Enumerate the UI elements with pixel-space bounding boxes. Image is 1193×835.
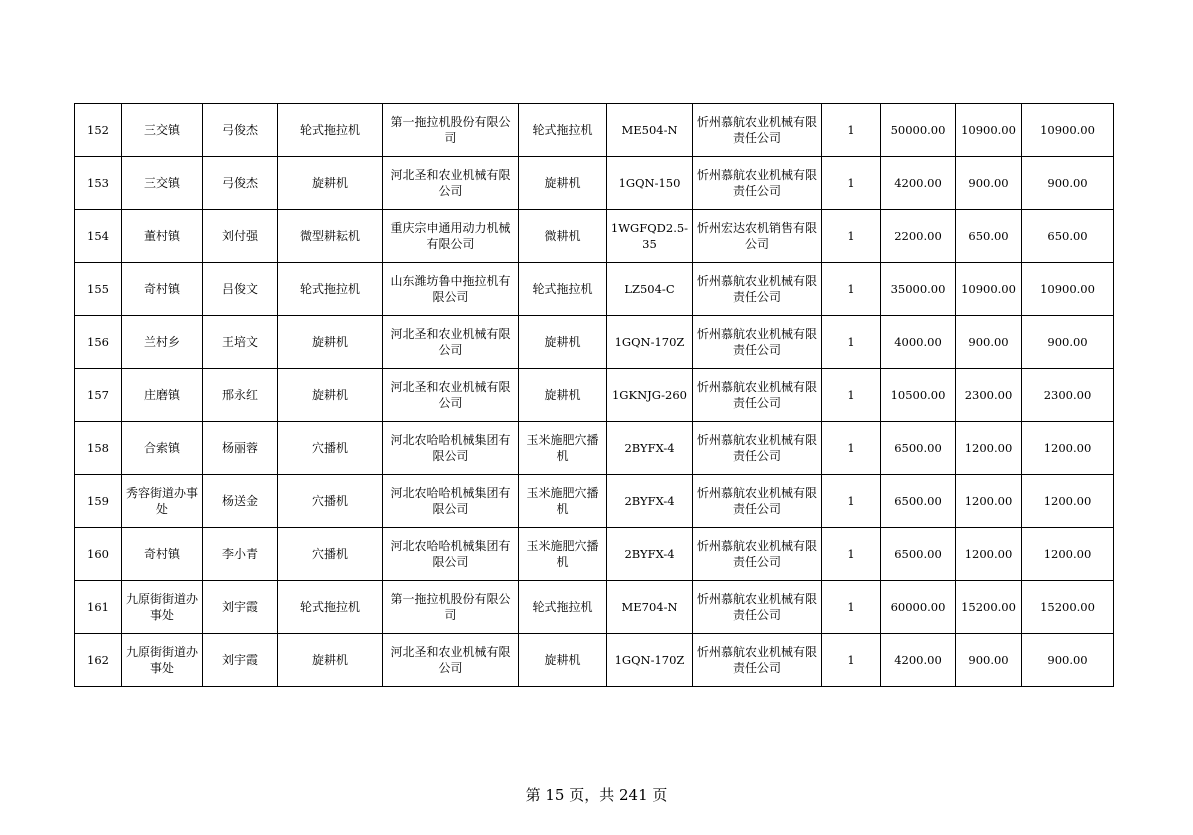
dealer-cell: 忻州慕航农业机械有限责任公司 <box>693 369 822 422</box>
row-number: 157 <box>75 369 122 422</box>
dealer-cell: 忻州慕航农业机械有限责任公司 <box>693 528 822 581</box>
quantity-cell: 1 <box>822 157 881 210</box>
product-cell: 旋耕机 <box>519 369 607 422</box>
quantity-cell: 1 <box>822 422 881 475</box>
price-cell: 50000.00 <box>881 104 956 157</box>
town-cell: 秀容街道办事处 <box>122 475 203 528</box>
owner-cell: 弓俊杰 <box>203 104 278 157</box>
category-cell: 微型耕耘机 <box>278 210 383 263</box>
price-cell: 4200.00 <box>881 157 956 210</box>
quantity-cell: 1 <box>822 104 881 157</box>
model-cell: 1WGFQD2.5-35 <box>607 210 693 263</box>
dealer-cell: 忻州慕航农业机械有限责任公司 <box>693 475 822 528</box>
row-number: 158 <box>75 422 122 475</box>
category-cell: 轮式拖拉机 <box>278 263 383 316</box>
quantity-cell: 1 <box>822 369 881 422</box>
manufacturer-cell: 重庆宗申通用动力机械有限公司 <box>383 210 519 263</box>
owner-cell: 王培文 <box>203 316 278 369</box>
owner-cell: 杨送金 <box>203 475 278 528</box>
row-number: 154 <box>75 210 122 263</box>
subsidy-cell: 900.00 <box>956 157 1022 210</box>
category-cell: 旋耕机 <box>278 316 383 369</box>
dealer-cell: 忻州慕航农业机械有限责任公司 <box>693 634 822 687</box>
row-number: 156 <box>75 316 122 369</box>
dealer-cell: 忻州慕航农业机械有限责任公司 <box>693 581 822 634</box>
town-cell: 董村镇 <box>122 210 203 263</box>
subsidy-table <box>74 103 1114 687</box>
subsidy-cell: 1200.00 <box>956 422 1022 475</box>
price-cell: 6500.00 <box>881 422 956 475</box>
model-cell: 2BYFX-4 <box>607 422 693 475</box>
model-cell: ME704-N <box>607 581 693 634</box>
row-number: 152 <box>75 104 122 157</box>
row-number: 155 <box>75 263 122 316</box>
quantity-cell: 1 <box>822 263 881 316</box>
model-cell: ME504-N <box>607 104 693 157</box>
subsidy-cell: 1200.00 <box>956 475 1022 528</box>
town-cell: 九原街街道办事处 <box>122 634 203 687</box>
total-subsidy-cell: 2300.00 <box>1022 369 1114 422</box>
category-cell: 轮式拖拉机 <box>278 581 383 634</box>
subsidy-cell: 900.00 <box>956 634 1022 687</box>
price-cell: 6500.00 <box>881 475 956 528</box>
table-row <box>75 475 1114 528</box>
manufacturer-cell: 河北农哈哈机械集团有限公司 <box>383 528 519 581</box>
manufacturer-cell: 第一拖拉机股份有限公司 <box>383 581 519 634</box>
manufacturer-cell: 河北农哈哈机械集团有限公司 <box>383 475 519 528</box>
subsidy-cell: 2300.00 <box>956 369 1022 422</box>
dealer-cell: 忻州慕航农业机械有限责任公司 <box>693 263 822 316</box>
model-cell: LZ504-C <box>607 263 693 316</box>
category-cell: 轮式拖拉机 <box>278 104 383 157</box>
price-cell: 10500.00 <box>881 369 956 422</box>
price-cell: 4200.00 <box>881 634 956 687</box>
quantity-cell: 1 <box>822 634 881 687</box>
total-subsidy-cell: 10900.00 <box>1022 104 1114 157</box>
dealer-cell: 忻州慕航农业机械有限责任公司 <box>693 316 822 369</box>
town-cell: 九原街街道办事处 <box>122 581 203 634</box>
subsidy-cell: 1200.00 <box>956 528 1022 581</box>
table-row <box>75 104 1114 157</box>
total-subsidy-cell: 900.00 <box>1022 634 1114 687</box>
manufacturer-cell: 河北圣和农业机械有限公司 <box>383 634 519 687</box>
town-cell: 庄磨镇 <box>122 369 203 422</box>
category-cell: 穴播机 <box>278 528 383 581</box>
quantity-cell: 1 <box>822 581 881 634</box>
category-cell: 穴播机 <box>278 475 383 528</box>
owner-cell: 邢永红 <box>203 369 278 422</box>
category-cell: 穴播机 <box>278 422 383 475</box>
total-subsidy-cell: 15200.00 <box>1022 581 1114 634</box>
product-cell: 旋耕机 <box>519 316 607 369</box>
owner-cell: 李小青 <box>203 528 278 581</box>
model-cell: 2BYFX-4 <box>607 528 693 581</box>
table-row <box>75 634 1114 687</box>
total-subsidy-cell: 1200.00 <box>1022 422 1114 475</box>
table-row <box>75 369 1114 422</box>
table-body <box>75 104 1114 687</box>
table-row <box>75 528 1114 581</box>
subsidy-cell: 15200.00 <box>956 581 1022 634</box>
product-cell: 玉米施肥穴播机 <box>519 475 607 528</box>
manufacturer-cell: 河北圣和农业机械有限公司 <box>383 316 519 369</box>
quantity-cell: 1 <box>822 528 881 581</box>
price-cell: 60000.00 <box>881 581 956 634</box>
quantity-cell: 1 <box>822 475 881 528</box>
town-cell: 兰村乡 <box>122 316 203 369</box>
product-cell: 旋耕机 <box>519 157 607 210</box>
row-number: 159 <box>75 475 122 528</box>
model-cell: 1GQN-150 <box>607 157 693 210</box>
town-cell: 奇村镇 <box>122 528 203 581</box>
model-cell: 2BYFX-4 <box>607 475 693 528</box>
quantity-cell: 1 <box>822 316 881 369</box>
row-number: 160 <box>75 528 122 581</box>
table-row <box>75 157 1114 210</box>
owner-cell: 刘宇霞 <box>203 634 278 687</box>
product-cell: 微耕机 <box>519 210 607 263</box>
price-cell: 6500.00 <box>881 528 956 581</box>
town-cell: 合索镇 <box>122 422 203 475</box>
owner-cell: 弓俊杰 <box>203 157 278 210</box>
dealer-cell: 忻州慕航农业机械有限责任公司 <box>693 104 822 157</box>
model-cell: 1GKNJG-260 <box>607 369 693 422</box>
price-cell: 35000.00 <box>881 263 956 316</box>
subsidy-cell: 10900.00 <box>956 263 1022 316</box>
model-cell: 1GQN-170Z <box>607 634 693 687</box>
product-cell: 轮式拖拉机 <box>519 581 607 634</box>
category-cell: 旋耕机 <box>278 634 383 687</box>
total-subsidy-cell: 900.00 <box>1022 157 1114 210</box>
owner-cell: 刘付强 <box>203 210 278 263</box>
town-cell: 奇村镇 <box>122 263 203 316</box>
manufacturer-cell: 山东潍坊鲁中拖拉机有限公司 <box>383 263 519 316</box>
quantity-cell: 1 <box>822 210 881 263</box>
row-number: 153 <box>75 157 122 210</box>
model-cell: 1GQN-170Z <box>607 316 693 369</box>
product-cell: 轮式拖拉机 <box>519 263 607 316</box>
table-row <box>75 263 1114 316</box>
total-subsidy-cell: 1200.00 <box>1022 475 1114 528</box>
price-cell: 4000.00 <box>881 316 956 369</box>
subsidy-cell: 650.00 <box>956 210 1022 263</box>
row-number: 161 <box>75 581 122 634</box>
product-cell: 玉米施肥穴播机 <box>519 528 607 581</box>
town-cell: 三交镇 <box>122 157 203 210</box>
owner-cell: 吕俊文 <box>203 263 278 316</box>
product-cell: 轮式拖拉机 <box>519 104 607 157</box>
total-subsidy-cell: 10900.00 <box>1022 263 1114 316</box>
category-cell: 旋耕机 <box>278 157 383 210</box>
table-row <box>75 422 1114 475</box>
manufacturer-cell: 河北圣和农业机械有限公司 <box>383 369 519 422</box>
category-cell: 旋耕机 <box>278 369 383 422</box>
owner-cell: 刘宇霞 <box>203 581 278 634</box>
subsidy-cell: 10900.00 <box>956 104 1022 157</box>
manufacturer-cell: 第一拖拉机股份有限公司 <box>383 104 519 157</box>
owner-cell: 杨丽蓉 <box>203 422 278 475</box>
row-number: 162 <box>75 634 122 687</box>
manufacturer-cell: 河北圣和农业机械有限公司 <box>383 157 519 210</box>
total-subsidy-cell: 1200.00 <box>1022 528 1114 581</box>
manufacturer-cell: 河北农哈哈机械集团有限公司 <box>383 422 519 475</box>
dealer-cell: 忻州慕航农业机械有限责任公司 <box>693 157 822 210</box>
total-subsidy-cell: 650.00 <box>1022 210 1114 263</box>
product-cell: 玉米施肥穴播机 <box>519 422 607 475</box>
table-row <box>75 581 1114 634</box>
dealer-cell: 忻州宏达农机销售有限公司 <box>693 210 822 263</box>
town-cell: 三交镇 <box>122 104 203 157</box>
table-row <box>75 210 1114 263</box>
total-subsidy-cell: 900.00 <box>1022 316 1114 369</box>
subsidy-cell: 900.00 <box>956 316 1022 369</box>
price-cell: 2200.00 <box>881 210 956 263</box>
product-cell: 旋耕机 <box>519 634 607 687</box>
dealer-cell: 忻州慕航农业机械有限责任公司 <box>693 422 822 475</box>
page-footer: 第 15 页，共 241 页 <box>525 786 668 804</box>
table-row <box>75 316 1114 369</box>
